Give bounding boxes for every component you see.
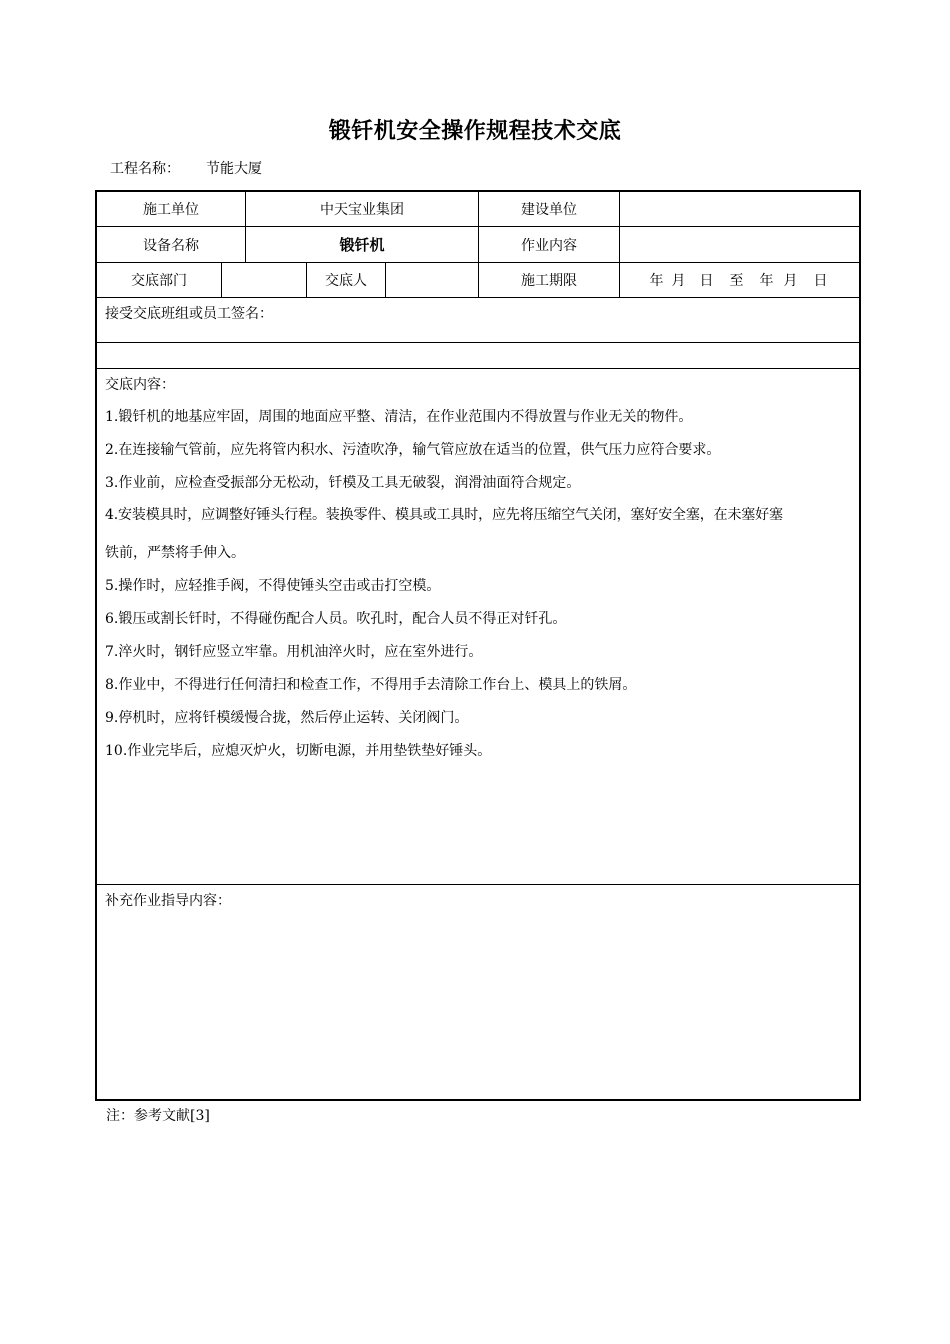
equipment-value: 锻钎机	[339, 236, 385, 254]
presenter-label: 交底人	[325, 273, 367, 289]
content-item: 10.作业完毕后，应熄灭炉火，切断电源，并用垫铁垫好锤头。	[105, 743, 492, 759]
work-content-value	[620, 227, 859, 262]
content-item: 2.在连接输气管前，应先将管内积水、污渣吹净，输气管应放在适当的位置，供气压力应符合要求。	[105, 442, 721, 458]
construction-unit-value: 中天宝业集团	[320, 202, 404, 218]
equipment-label: 设备名称	[143, 237, 199, 254]
row-divider	[97, 884, 859, 885]
presenter-value	[386, 263, 478, 297]
content-item: 1.锻钎机的地基应牢固，周围的地面应平整、清洁，在作业范围内不得放置与作业无关的物件。	[105, 409, 693, 425]
builder-unit-label: 建设单位	[521, 202, 577, 218]
period-month-start: 月	[671, 273, 686, 289]
construction-unit-label: 施工单位	[143, 202, 199, 218]
content-item: 8.作业中，不得进行任何清扫和检查工作，不得用手去清除工作台上、模具上的铁屑。	[105, 677, 637, 693]
construction-period-value	[620, 263, 859, 297]
page-title: 锻钎机安全操作规程技术交底	[328, 119, 622, 144]
footnote: 注：参考文献[3]	[106, 1108, 210, 1124]
construction-period-label: 施工期限	[521, 273, 577, 289]
supplement-label: 补充作业指导内容：	[105, 893, 231, 909]
period-day-end: 日	[813, 273, 828, 289]
period-month-end: 月	[783, 273, 798, 289]
signature-label: 接受交底班组或员工签名：	[105, 306, 273, 322]
period-year-start: 年	[649, 273, 664, 289]
builder-unit-value	[620, 192, 859, 226]
row-divider	[97, 342, 859, 343]
project-name-label: 工程名称：	[110, 161, 180, 177]
content-label: 交底内容：	[105, 377, 175, 393]
project-name-row	[110, 158, 262, 178]
period-year-end: 年	[759, 273, 774, 289]
department-value	[222, 263, 306, 297]
disclosure-form-table	[95, 190, 861, 1101]
row-divider	[97, 297, 859, 298]
period-to: 至	[729, 273, 744, 289]
work-content-label: 作业内容	[521, 237, 577, 254]
department-label: 交底部门	[131, 273, 187, 289]
row-divider	[97, 368, 859, 369]
content-item: 4.安装模具时，应调整好锤头行程。装换零件、模具或工具时，应先将压缩空气关闭，塞好安全塞，在未塞好塞	[105, 507, 783, 523]
content-item: 3.作业前，应检查受振部分无松动，钎模及工具无破裂，润滑油面符合规定。	[105, 475, 581, 491]
content-item: 5.操作时，应轻推手阀，不得使锤头空击或击打空模。	[105, 578, 441, 594]
content-item: 9.停机时，应将钎模缓慢合拢，然后停止运转、关闭阀门。	[105, 710, 469, 726]
content-item: 铁前，严禁将手伸入。	[105, 545, 245, 561]
content-item: 7.淬火时，钢钎应竖立牢靠。用机油淬火时，应在室外进行。	[105, 644, 483, 660]
period-day-start: 日	[699, 273, 714, 289]
content-item: 6.锻压或割长钎时，不得碰伤配合人员。吹孔时，配合人员不得正对钎孔。	[105, 611, 567, 627]
project-name-value: 节能大厦	[206, 161, 262, 177]
